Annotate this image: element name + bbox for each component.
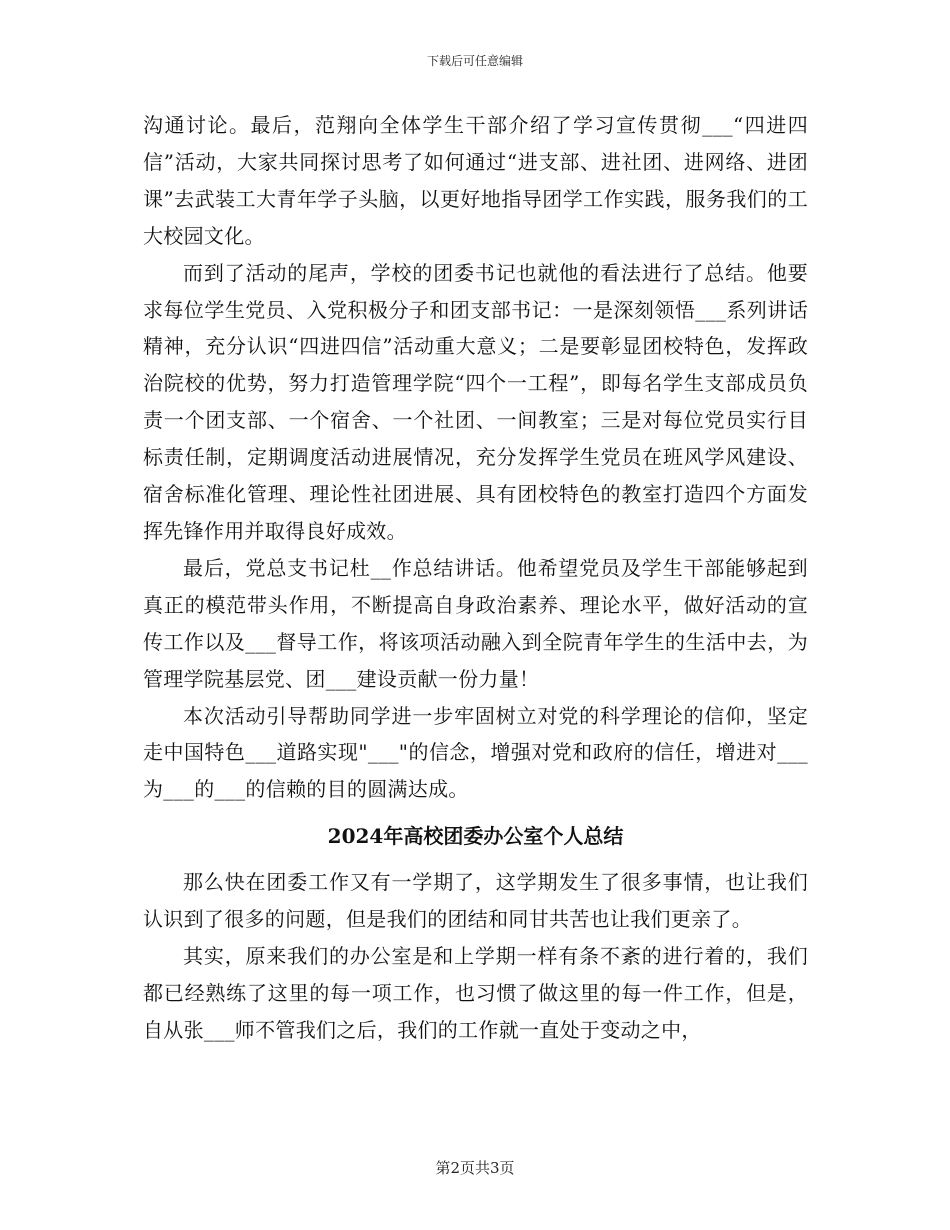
page-header-note: 下载后可任意编辑	[426, 54, 523, 68]
paragraph: 最后，党总支书记杜__作总结讲话。他希望党员及学生干部能够起到真正的模范带头作用，不断提高自身政治素养、理论水平，做好活动的宣传工作以及___督导工作，将该项活动融入到全院青年学生的生活中去，为管理学院基层党、团___建设贡献一份力量！	[143, 555, 808, 691]
paragraph: 其实，原来我们的办公室是和上学期一样有条不紊的进行着的，我们都已经熟练了这里的每一项工作，也习惯了做这里的每一件工作，但是，自从张___师不管我们之后，我们的工作就一直处于变动之中，	[143, 944, 808, 1042]
section-title: 2024年高校团委办公室个人总结	[327, 824, 624, 849]
page-number: 第2页共3页	[435, 1159, 515, 1177]
paragraph: 那么快在团委工作又有一学期了，这学期发生了很多事情，也让我们认识到了很多的问题，但是我们的团结和同甘共苦也让我们更亲了。	[143, 870, 808, 932]
document-body	[143, 107, 808, 1049]
paragraph: 而到了活动的尾声，学校的团委书记也就他的看法进行了总结。他要求每位学生党员、入党积极分子和团支部书记：一是深刻领悟___系列讲话精神，充分认识“四进四信”活动重大意义；二是要彰显团校特色，发挥政治院校的优势，努力打造管理学院“四个一工程”，即每名学生支部成员负责一个团支部、一个宿舍、一个社团、一间教室；三是对每位党员实行目标责任制，定期调度活动进展情况，充分发挥学生党员在班风学风建设、宿舍标准化管理、理论性社团进展、具有团校特色的教室打造四个方面发挥先锋作用并取得良好成效。	[143, 260, 808, 543]
paragraph: 沟通讨论。最后，范翔向全体学生干部介绍了学习宣传贯彻___“四进四信”活动，大家共同探讨思考了如何通过“进支部、进社团、进网络、进团课”去武装工大青年学子头脑，以更好地指导团学工作实践，服务我们的工大校园文化。	[143, 113, 808, 248]
paragraph: 本次活动引导帮助同学进一步牢固树立对党的科学理论的信仰，坚定走中国特色___道路实现"___"的信念，增强对党和政府的信任，增进对___为___的___的信赖的目的圆满达成。	[143, 703, 808, 802]
